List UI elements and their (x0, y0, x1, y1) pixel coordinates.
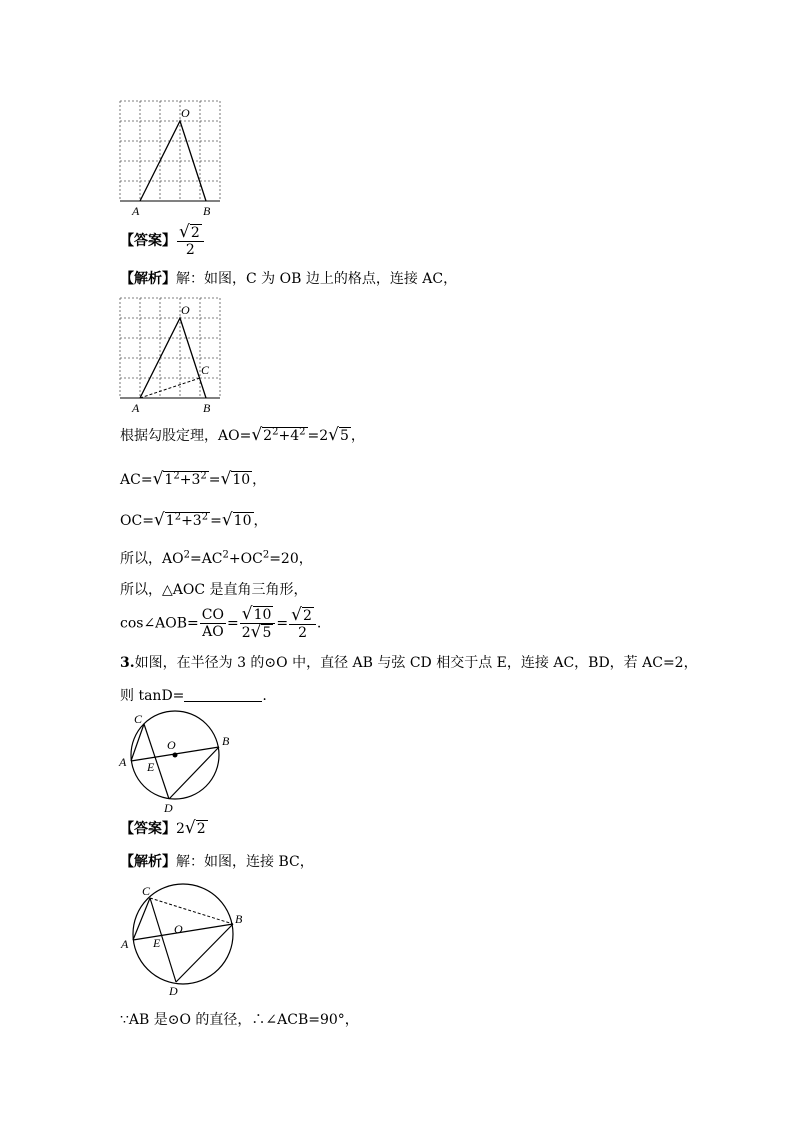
circle-figure-2 (115, 878, 255, 1000)
grid-figure-1 (115, 96, 225, 220)
label-d: D (164, 801, 173, 815)
question-3: 3.如图，在半径为 3 的⊙O 中，直径 AB 与弦 CD 相交于点 E，连接 AC，BD，若 AC=2， (120, 655, 698, 671)
label-o: O (181, 106, 190, 120)
answer-3: 【答案】2√2 (120, 818, 206, 838)
label-c: C (134, 712, 143, 726)
circle-figure-1 (115, 708, 240, 816)
step-right-triangle: 所以，△AOC 是直角三角形， (120, 582, 308, 598)
answer-blank (184, 687, 262, 702)
label-a: A (119, 755, 127, 769)
step-ao: 根据勾股定理，$AO=√2^2+4^2 =2√5$ ， (120, 425, 365, 445)
analysis-3: 【解析】解：如图，连接 BC， (120, 854, 314, 870)
analysis-1: 【解析】解：如图，C 为 OB 边上的格点，连接 AC， (120, 271, 458, 287)
label-b: B (203, 401, 211, 415)
label-o: O (181, 303, 190, 317)
label-c: C (201, 363, 210, 377)
last-line: ∵AB 是⊙O 的直径，∴∠ACB=90°， (120, 1012, 359, 1028)
label-a: A (132, 204, 140, 218)
question-3-line2: 则 tanD= . (120, 688, 267, 704)
label-e: E (153, 936, 161, 950)
answer-1: 【答案】 $\frac{√2}{2}$ (120, 224, 205, 258)
step-sum: 所以，$AO^2=AC^2+OC^2=20$， (120, 549, 313, 567)
step-oc: $OC=√1^2+3^2 =√10$ ， (120, 510, 268, 530)
label-b: B (203, 204, 211, 218)
label-a: A (132, 401, 140, 415)
grid-figure-2 (115, 293, 225, 417)
label-o: O (167, 738, 176, 752)
label-o: O (174, 922, 183, 936)
step-cos: cos∠AOB= $\frac{CO}{AO}$ = $\frac{√10}{2√5}$ = $\frac{√2}{2}$ . (120, 604, 322, 642)
label-c: C (142, 884, 151, 898)
label-b: B (222, 734, 230, 748)
label-b: B (235, 912, 243, 926)
label-d: D (169, 984, 178, 998)
label-e: E (147, 760, 155, 774)
label-a: A (121, 937, 129, 951)
step-ac: $AC=√1^2+3^2 =√10$ ， (120, 469, 267, 489)
